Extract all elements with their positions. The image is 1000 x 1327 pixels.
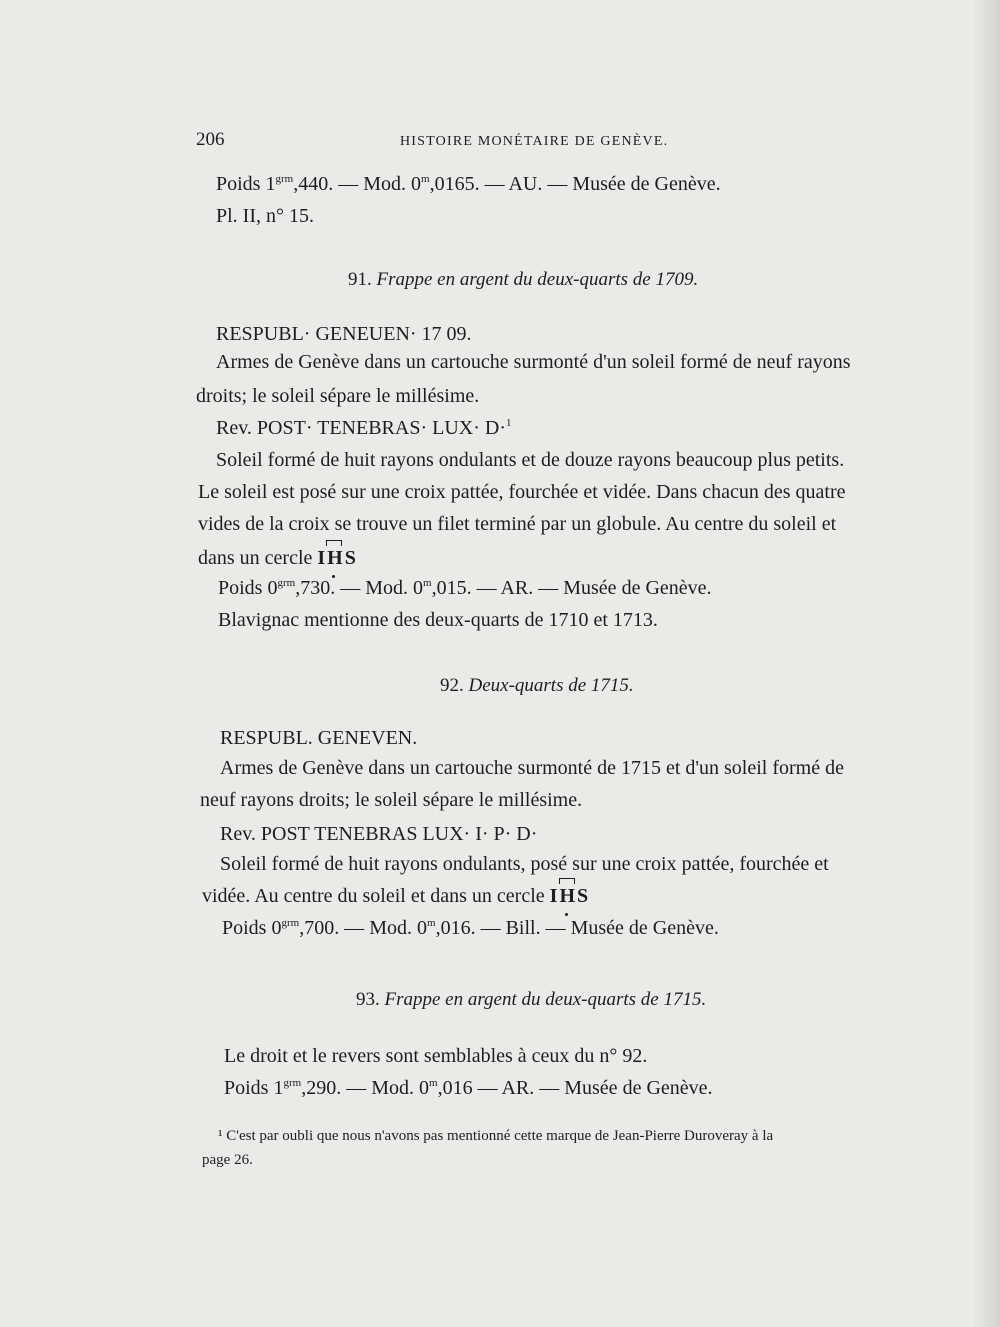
section-91-heading <box>348 268 698 292</box>
description-line: Soleil formé de huit rayons ondulants, posé sur une croix pattée, fourchée et <box>220 853 829 875</box>
section-title: Deux-quarts de 1715. <box>468 675 634 696</box>
legend-obverse: RESPUBL· GENEUEN· 17 09. <box>216 323 472 345</box>
section-number: 91. <box>348 269 372 290</box>
page-number: 206 <box>196 129 225 150</box>
description-line: droits; le soleil sépare le millésime. <box>196 385 480 407</box>
description-line: dans un cercle IHS <box>198 546 358 570</box>
footnote-marker: 1 <box>506 417 512 429</box>
note-line: Blavignac mentionne des deux-quarts de 1710 et 1713. <box>218 609 658 631</box>
description-line: Armes de Genève dans un cartouche surmonté d'un soleil formé de neuf rayons <box>216 351 851 373</box>
section-93-heading <box>356 988 706 1012</box>
description-line: Soleil formé de huit rayons ondulants et de douze rayons beaucoup plus petits. <box>216 449 845 471</box>
description-line: Le droit et le revers sont semblables à ceux du n° 92. <box>224 1045 648 1067</box>
section-number: 92. <box>440 675 464 696</box>
ihs-monogram: IHS <box>550 884 590 908</box>
plate-reference: Pl. II, n° 15. <box>216 205 314 227</box>
weight-line-92: Poids $0^{grm},700$. — Mod. 0$^m$,016. — Bill. — Musée de Genève. <box>222 917 719 939</box>
legend-reverse: Rev. POST· TENEBRAS· LUX· D·$^1$ <box>216 417 512 439</box>
description-line: vides de la croix se trouve un filet terminé par un globule. Au centre du soleil et <box>198 513 837 535</box>
description-line: Armes de Genève dans un cartouche surmonté de 1715 et d'un soleil formé de <box>220 757 844 779</box>
running-header: HISTOIRE MONÉTAIRE DE GENÈVE. <box>400 134 669 149</box>
footnote-continuation: page 26. <box>202 1152 253 1168</box>
weight-line-90: Poids $1^{grm},440$. — Mod. 0$^m$,0165. — AU. — Musée de Genève. <box>216 173 721 195</box>
section-92-heading <box>440 674 634 698</box>
description-line: Le soleil est posé sur une croix pattée, fourchée et vidée. Dans chacun des quatre <box>198 481 846 503</box>
legend-reverse: Rev. POST TENEBRAS LUX· I· P· D· <box>220 823 538 845</box>
page-edge-shadow <box>972 0 1000 1327</box>
weight-line-93: Poids $1^{grm},290$. — Mod. 0$^m$,016 — AR. — Musée de Genève. <box>224 1077 713 1099</box>
footnote: ¹ C'est par oubli que nous n'avons pas mentionné cette marque de Jean-Pierre Duroveray à la <box>218 1128 774 1144</box>
legend-obverse: RESPUBL. GENEVEN. <box>220 727 418 749</box>
description-line: neuf rayons droits; le soleil sépare le millésime. <box>200 789 583 811</box>
weight-line-91: Poids $0^{grm},730$. — Mod. 0$^m$,015. — AR. — Musée de Genève. <box>218 577 712 599</box>
section-title: Frappe en argent du deux-quarts de 1709. <box>376 269 699 290</box>
section-number: 93. <box>356 989 380 1010</box>
ihs-monogram: IHS <box>317 546 357 570</box>
description-line: vidée. Au centre du soleil et dans un cercle IHS <box>202 884 590 908</box>
section-title: Frappe en argent du deux-quarts de 1715. <box>384 989 707 1010</box>
